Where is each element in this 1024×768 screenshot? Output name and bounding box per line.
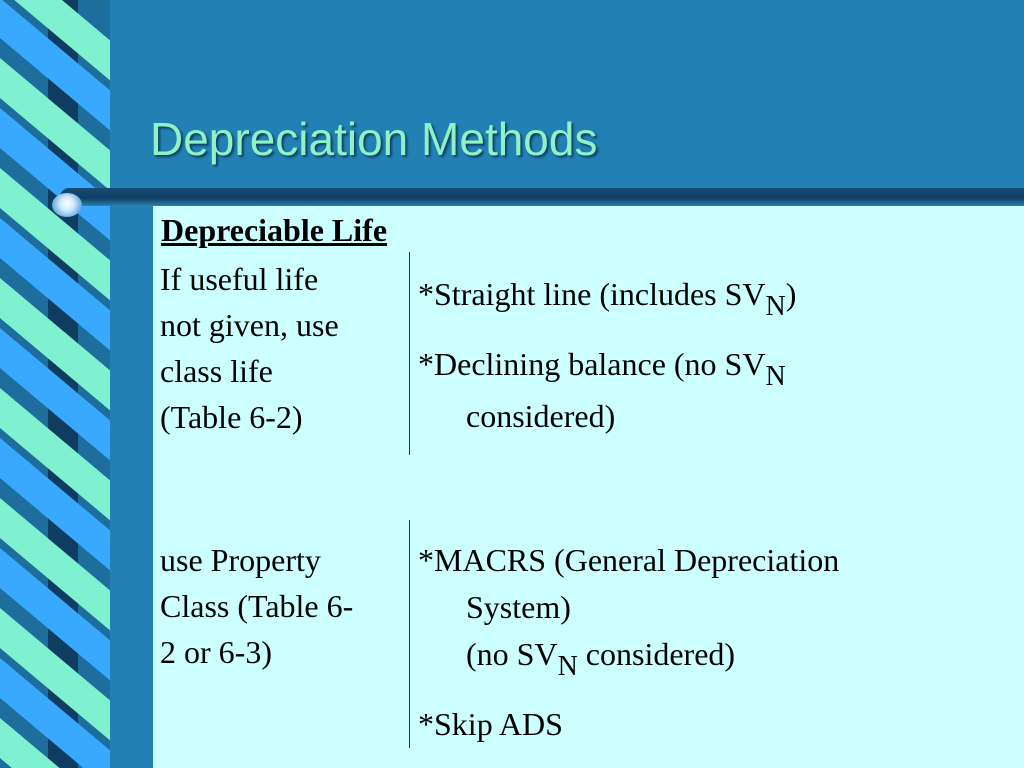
row1-line: (Table 6-2) — [160, 399, 303, 435]
slide-title: Depreciation Methods — [150, 113, 598, 165]
subscript: N — [557, 651, 578, 682]
glow-dot — [52, 193, 82, 217]
row1-method-declining-balance — [418, 346, 786, 393]
section-heading: Depreciable Life — [161, 212, 388, 248]
subscript: N — [765, 361, 786, 392]
row1-line: not given, use — [160, 307, 339, 343]
column-divider — [409, 252, 410, 455]
method-text-end: ) — [785, 276, 797, 312]
row1-line: class life — [160, 353, 273, 389]
row2-line: 2 or 6-3) — [160, 634, 272, 670]
row2-line: Class (Table 6- — [160, 588, 354, 624]
row2-method-macrs: *MACRS (General Depreciation — [418, 542, 840, 578]
method-text-end: considered) — [577, 636, 736, 672]
row2-condition — [160, 537, 353, 675]
row1-line: If useful life — [160, 261, 319, 297]
row1-condition — [160, 256, 339, 440]
row2-method-macrs-note — [418, 636, 735, 683]
column-divider — [409, 520, 410, 748]
row1-method-continuation: considered) — [466, 398, 616, 434]
method-text: (no SV — [466, 636, 558, 672]
row2-line: use Property — [160, 542, 321, 578]
method-text: *Declining balance (no SV — [418, 346, 766, 382]
row2-method-macrs-cont: System) — [466, 589, 571, 625]
content-panel — [153, 206, 1024, 768]
title-divider-bar — [60, 188, 1024, 206]
subscript: N — [765, 291, 786, 322]
row1-method-straight-line — [418, 276, 796, 323]
method-text: *Straight line (includes SV — [418, 276, 766, 312]
decorative-ribbon — [0, 0, 110, 768]
row2-method-skip-ads: *Skip ADS — [418, 706, 563, 742]
